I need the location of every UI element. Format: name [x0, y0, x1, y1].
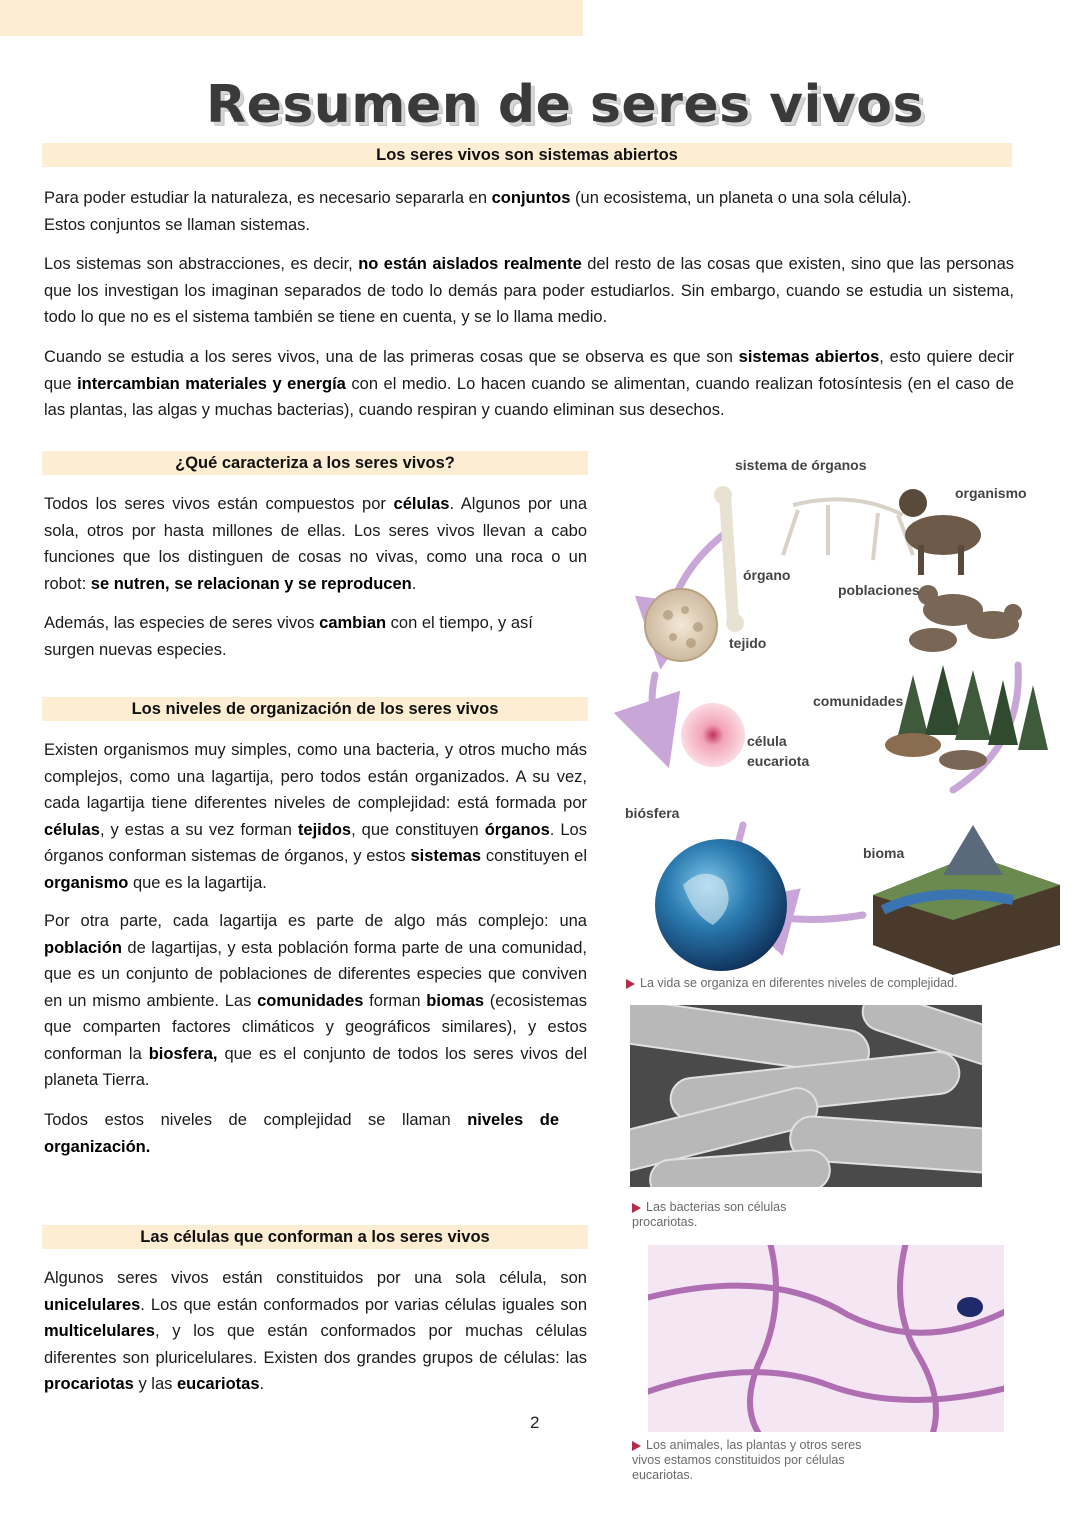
paragraph-caracteriza-1: Todos los seres vivos están compuestos por células. Algunos por una sola, otros por hasta millones de ellas. Los seres vivos llevan a cabo funciones que los distinguen de cosas no vivas, como una roca o un robot: se nutren, se relacionan y se reproducen. [44, 495, 587, 593]
paragraph-celulas-1: Algunos seres vivos están constituidos por una sola célula, son unicelulares. Los que están conformados por varias células iguales son multicelulares, y los que están conformados por muchas células diferentes son pluricelulares. Existen dos grandes grupos de células: las procariotas y las eucariotas. [44, 1269, 587, 1393]
heading-que-caracteriza: ¿Qué caracteriza a los seres vivos? [42, 451, 588, 475]
figure-bacterias [630, 1005, 982, 1187]
tissue-icon [645, 589, 717, 661]
bacteria-rods-icon [630, 1005, 982, 1187]
figure-celulas-eucariotas [648, 1245, 1004, 1432]
heading-niveles-organizacion: Los niveles de organización de los seres vivos [42, 697, 588, 721]
caption-arrow-icon [632, 1441, 641, 1451]
paragraph-sistemas-1: Para poder estudiar la naturaleza, es necesario separarla en conjuntos (un ecosistema, un planeta o una sola célula). Estos conjuntos se llaman sistemas. [44, 189, 912, 234]
wolf-population-icon [909, 585, 1022, 652]
paragraph-niveles-3: Todos estos niveles de complejidad se llaman niveles de organización. [44, 1111, 559, 1156]
caption-arrow-icon [626, 979, 635, 989]
heading-celulas: Las células que conforman a los seres vivos [42, 1225, 588, 1249]
community-forest-icon [885, 665, 1048, 770]
wolf-organism-icon [899, 489, 981, 575]
eukaryotic-cell-icon [681, 703, 745, 767]
figure-niveles-organizacion [613, 445, 1060, 975]
nucleus-icon [957, 1297, 983, 1317]
caption-eucariotas: Los animales, las plantas y otros seres vivos estamos constituidos por células eucariotas. [632, 1438, 862, 1482]
label-comunidades: comunidades [813, 693, 904, 709]
paragraph-sistemas-2: Los sistemas son abstracciones, es decir, no están aislados realmente del resto de las cosas que existen, sino que las personas que los investigan los imaginan separados de todo lo demás para poder estudiarlos. Sin embargo, cuando se estudia un sistema, todo lo que no es el sistema también se tiene en cuenta, y se lo llama medio. [44, 255, 1014, 326]
paragraph-caracteriza-2: Además, las especies de seres vivos cambian con el tiempo, y así surgen nuevas especies. [44, 614, 533, 659]
caption-niveles: La vida se organiza en diferentes niveles de complejidad. [626, 976, 1026, 991]
caption-bacterias: Las bacterias son células procariotas. [632, 1200, 787, 1229]
label-tejido: tejido [729, 635, 767, 651]
heading-sistemas-abiertos: Los seres vivos son sistemas abiertos [42, 143, 1012, 167]
label-bioma: bioma [863, 845, 905, 861]
top-highlight-bar [0, 0, 583, 36]
bone-icon [714, 486, 744, 632]
label-celula-eucariota: célula eucariota [747, 733, 810, 769]
paragraph-niveles-2: Por otra parte, cada lagartija es parte de algo más complejo: una población de lagartijas, y esta población forma parte de una comunidad, que es un conjunto de poblaciones de diferentes especies que conviven en un mismo ambiente. Las comunidades forman biomas (ecosistemas que comparten factores climáticos y geográficos similares), y estos conforman la biosfera, que es el conjunto de todos los seres vivos del planeta Tierra. [44, 912, 588, 1089]
caption-arrow-icon [632, 1203, 641, 1213]
paragraph-sistemas-3: Cuando se estudia a los seres vivos, una de las primeras cosas que se observa es que son sistemas abiertos, esto quiere decir que intercambian materiales y energía con el medio. Lo hacen cuando se alimentan, cuando realizan fotosíntesis (en el caso de las plantas, las algas y muchas bacterias), cuando respiran y cuando eliminan sus desechos. [44, 348, 1015, 419]
label-organo: órgano [743, 567, 791, 583]
page-title: Resumen de seres vivos [206, 75, 924, 135]
label-sistema-organos: sistema de órganos [735, 457, 867, 473]
paragraph-niveles-1: Existen organismos muy simples, como una bacteria, y otros mucho más complejos, como una lagartija, pero todos están organizados. A su vez, cada lagartija tiene diferentes niveles de complejidad: está formada por células, y estas a su vez forman tejidos, que constituyen órganos. Los órganos conforman sistemas de órganos, y estos sistemas constituyen el organismo que es la lagartija. [44, 741, 587, 892]
label-poblaciones: poblaciones [838, 582, 920, 598]
page-number: 2 [530, 1413, 540, 1432]
label-biosfera: biósfera [625, 805, 680, 821]
label-organismo: organismo [955, 485, 1027, 501]
